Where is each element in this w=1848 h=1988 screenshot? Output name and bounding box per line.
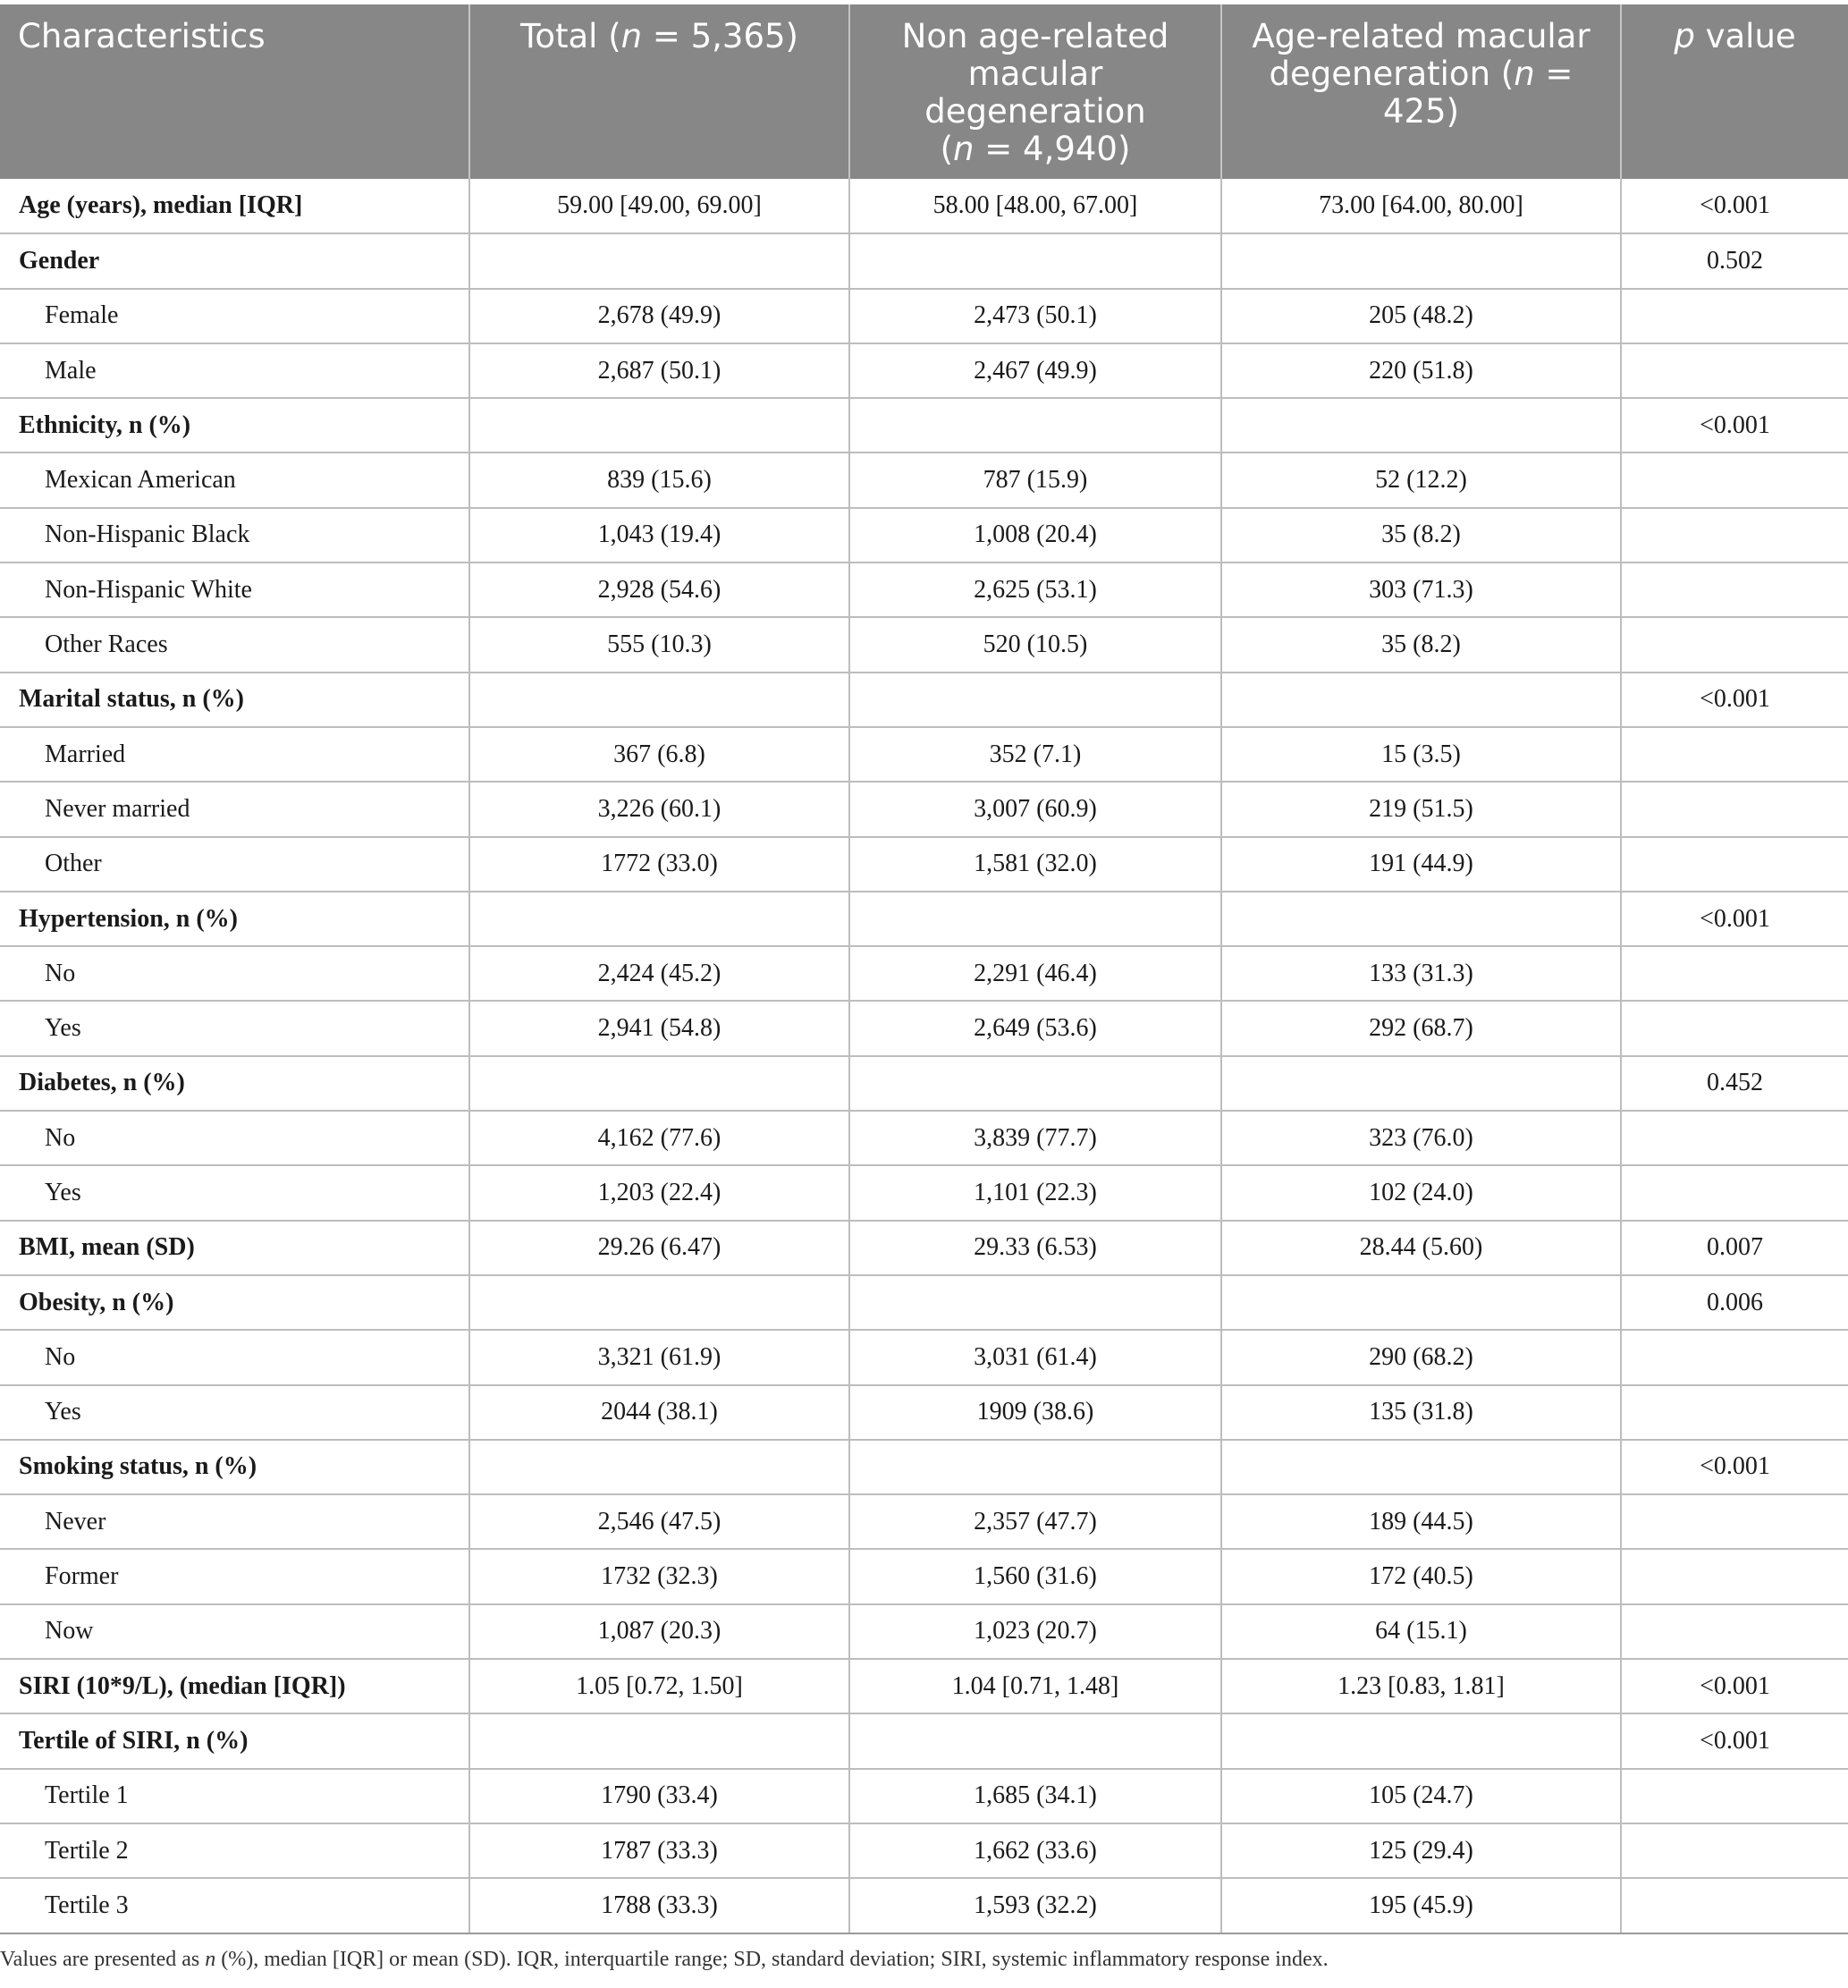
table-row xyxy=(0,453,1848,507)
cell-amd xyxy=(1221,892,1621,946)
row-label: No xyxy=(0,1111,469,1165)
cell-amd: 189 (44.5) xyxy=(1221,1494,1621,1549)
table-row xyxy=(0,727,1848,782)
cell-total: 2,928 (54.6) xyxy=(469,563,849,617)
row-label: Now xyxy=(0,1604,469,1659)
table-row xyxy=(0,837,1848,892)
cell-p xyxy=(1621,1878,1848,1933)
header-p: p xyxy=(1674,17,1695,55)
cell-nonamd: 1,008 (20.4) xyxy=(849,508,1221,563)
table-row xyxy=(0,289,1848,343)
cell-p: 0.007 xyxy=(1621,1221,1848,1275)
cell-amd: 172 (40.5) xyxy=(1221,1549,1621,1603)
cell-total: 2,678 (49.9) xyxy=(469,289,849,343)
table-row xyxy=(0,508,1848,563)
cell-amd: 135 (31.8) xyxy=(1221,1385,1621,1440)
row-label: Non-Hispanic White xyxy=(0,563,469,617)
row-label: Yes xyxy=(0,1001,469,1055)
row-label: Other Races xyxy=(0,617,469,672)
table-row xyxy=(0,1165,1848,1220)
cell-amd: 52 (12.2) xyxy=(1221,453,1621,507)
cell-amd: 191 (44.9) xyxy=(1221,837,1621,892)
cell-p xyxy=(1621,1330,1848,1384)
cell-total: 1732 (32.3) xyxy=(469,1549,849,1603)
cell-total: 2,941 (54.8) xyxy=(469,1001,849,1055)
row-label: Female xyxy=(0,289,469,343)
header-characteristics xyxy=(0,4,469,179)
header-total-count: = 5,365) xyxy=(642,17,798,55)
header-non-amd xyxy=(849,4,1221,179)
cell-nonamd: 2,467 (49.9) xyxy=(849,343,1221,398)
cell-nonamd: 1,023 (20.7) xyxy=(849,1604,1221,1659)
row-label: Obesity, n (%) xyxy=(0,1275,469,1330)
header-non-amd-n: n xyxy=(953,130,975,168)
cell-amd xyxy=(1221,1056,1621,1111)
cell-total: 839 (15.6) xyxy=(469,453,849,507)
cell-total xyxy=(469,673,849,727)
cell-total xyxy=(469,892,849,946)
row-label: Smoking status, n (%) xyxy=(0,1440,469,1494)
cell-nonamd: 1,662 (33.6) xyxy=(849,1823,1221,1878)
table-row xyxy=(0,1001,1848,1055)
cell-total xyxy=(469,398,849,453)
header-amd-text: Age-related macular degeneration ( xyxy=(1252,17,1591,93)
cell-nonamd: 1909 (38.6) xyxy=(849,1385,1221,1440)
cell-amd xyxy=(1221,233,1621,288)
table-row xyxy=(0,1056,1848,1111)
cell-nonamd: 58.00 [48.00, 67.00] xyxy=(849,179,1221,233)
table-container xyxy=(0,4,1848,1934)
cell-total: 3,226 (60.1) xyxy=(469,782,849,836)
row-label: Never married xyxy=(0,782,469,836)
cell-nonamd xyxy=(849,1440,1221,1494)
cell-nonamd: 1,593 (32.2) xyxy=(849,1878,1221,1933)
cell-total xyxy=(469,1056,849,1111)
table-row xyxy=(0,1823,1848,1878)
cell-nonamd xyxy=(849,233,1221,288)
cell-p: 0.006 xyxy=(1621,1275,1848,1330)
cell-nonamd: 2,291 (46.4) xyxy=(849,946,1221,1001)
cell-total: 1.05 [0.72, 1.50] xyxy=(469,1659,849,1713)
cell-p xyxy=(1621,1494,1848,1549)
cell-total: 2,546 (47.5) xyxy=(469,1494,849,1549)
row-label: Other xyxy=(0,837,469,892)
cell-p xyxy=(1621,508,1848,563)
cell-nonamd: 1,581 (32.0) xyxy=(849,837,1221,892)
cell-p: <0.001 xyxy=(1621,892,1848,946)
cell-total: 4,162 (77.6) xyxy=(469,1111,849,1165)
table-row xyxy=(0,1713,1848,1768)
cell-nonamd xyxy=(849,892,1221,946)
cell-p: 0.502 xyxy=(1621,233,1848,288)
cell-p: 0.452 xyxy=(1621,1056,1848,1111)
cell-total: 2,687 (50.1) xyxy=(469,343,849,398)
cell-amd: 35 (8.2) xyxy=(1221,617,1621,672)
cell-amd: 195 (45.9) xyxy=(1221,1878,1621,1933)
table-row xyxy=(0,1659,1848,1713)
table-row xyxy=(0,398,1848,453)
row-label: No xyxy=(0,1330,469,1384)
cell-amd: 15 (3.5) xyxy=(1221,727,1621,782)
header-amd-count: = 425) xyxy=(1382,55,1574,131)
cell-nonamd xyxy=(849,398,1221,453)
header-total-text: Total ( xyxy=(520,17,621,55)
table-row xyxy=(0,1221,1848,1275)
cell-amd: 125 (29.4) xyxy=(1221,1823,1621,1878)
cell-total: 1,043 (19.4) xyxy=(469,508,849,563)
header-total xyxy=(469,4,849,179)
row-label: Hypertension, n (%) xyxy=(0,892,469,946)
cell-nonamd: 1,101 (22.3) xyxy=(849,1165,1221,1220)
table-row xyxy=(0,1111,1848,1165)
row-label: BMI, mean (SD) xyxy=(0,1221,469,1275)
table-row xyxy=(0,892,1848,946)
characteristics-table xyxy=(0,4,1848,1934)
table-row xyxy=(0,673,1848,727)
cell-amd xyxy=(1221,1713,1621,1768)
header-p-value xyxy=(1621,4,1848,179)
table-row xyxy=(0,1549,1848,1603)
row-label: Married xyxy=(0,727,469,782)
cell-nonamd: 2,473 (50.1) xyxy=(849,289,1221,343)
row-label: Non-Hispanic Black xyxy=(0,508,469,563)
cell-total: 2,424 (45.2) xyxy=(469,946,849,1001)
row-label: Mexican American xyxy=(0,453,469,507)
cell-total: 1772 (33.0) xyxy=(469,837,849,892)
row-label: Tertile 2 xyxy=(0,1823,469,1878)
cell-total xyxy=(469,1440,849,1494)
cell-p: <0.001 xyxy=(1621,1713,1848,1768)
footnote-text-rest: (%), median [IQR] or mean (SD). IQR, interquartile range; SD, standard deviation; SIRI, systemic inflammatory response index. xyxy=(215,1948,1329,1971)
cell-nonamd: 1,560 (31.6) xyxy=(849,1549,1221,1603)
cell-amd: 219 (51.5) xyxy=(1221,782,1621,836)
cell-p: <0.001 xyxy=(1621,1440,1848,1494)
cell-nonamd: 2,649 (53.6) xyxy=(849,1001,1221,1055)
header-characteristics-label: Characteristics xyxy=(18,17,266,55)
row-label: No xyxy=(0,946,469,1001)
cell-p: <0.001 xyxy=(1621,1659,1848,1713)
cell-amd: 292 (68.7) xyxy=(1221,1001,1621,1055)
header-non-amd-count: = 4,940) xyxy=(974,130,1131,168)
cell-nonamd: 3,031 (61.4) xyxy=(849,1330,1221,1384)
footnote-n: n xyxy=(205,1948,216,1971)
cell-amd: 28.44 (5.60) xyxy=(1221,1221,1621,1275)
row-label: Tertile 3 xyxy=(0,1878,469,1933)
cell-nonamd xyxy=(849,673,1221,727)
row-label: Ethnicity, n (%) xyxy=(0,398,469,453)
cell-nonamd xyxy=(849,1713,1221,1768)
cell-amd: 105 (24.7) xyxy=(1221,1769,1621,1823)
row-label: SIRI (10*9/L), (median [IQR]) xyxy=(0,1659,469,1713)
header-amd xyxy=(1221,4,1621,179)
cell-total: 1,203 (22.4) xyxy=(469,1165,849,1220)
cell-total: 3,321 (61.9) xyxy=(469,1330,849,1384)
header-amd-n: n xyxy=(1514,55,1535,93)
table-row xyxy=(0,233,1848,288)
cell-p xyxy=(1621,1001,1848,1055)
table-header xyxy=(0,4,1848,179)
cell-total: 1790 (33.4) xyxy=(469,1769,849,1823)
cell-p xyxy=(1621,946,1848,1001)
cell-amd: 64 (15.1) xyxy=(1221,1604,1621,1659)
cell-amd xyxy=(1221,1440,1621,1494)
cell-nonamd: 2,357 (47.7) xyxy=(849,1494,1221,1549)
cell-p xyxy=(1621,837,1848,892)
cell-nonamd: 1,685 (34.1) xyxy=(849,1769,1221,1823)
cell-amd: 220 (51.8) xyxy=(1221,343,1621,398)
cell-total xyxy=(469,1713,849,1768)
cell-nonamd: 787 (15.9) xyxy=(849,453,1221,507)
table-row xyxy=(0,1494,1848,1549)
cell-p xyxy=(1621,289,1848,343)
table-row xyxy=(0,1769,1848,1823)
cell-p: <0.001 xyxy=(1621,179,1848,233)
cell-nonamd: 29.33 (6.53) xyxy=(849,1221,1221,1275)
table-row xyxy=(0,1275,1848,1330)
table-row xyxy=(0,1878,1848,1933)
cell-total: 1,087 (20.3) xyxy=(469,1604,849,1659)
cell-amd xyxy=(1221,1275,1621,1330)
table-row xyxy=(0,1440,1848,1494)
cell-nonamd xyxy=(849,1056,1221,1111)
cell-p xyxy=(1621,1385,1848,1440)
row-label: Yes xyxy=(0,1165,469,1220)
cell-total: 367 (6.8) xyxy=(469,727,849,782)
cell-total: 555 (10.3) xyxy=(469,617,849,672)
row-label: Never xyxy=(0,1494,469,1549)
header-non-amd-open: ( xyxy=(940,130,954,168)
cell-amd: 35 (8.2) xyxy=(1221,508,1621,563)
cell-nonamd: 3,007 (60.9) xyxy=(849,782,1221,836)
cell-total: 1787 (33.3) xyxy=(469,1823,849,1878)
cell-total xyxy=(469,1275,849,1330)
cell-p xyxy=(1621,1823,1848,1878)
cell-total: 59.00 [49.00, 69.00] xyxy=(469,179,849,233)
table-row xyxy=(0,563,1848,617)
cell-p xyxy=(1621,1769,1848,1823)
table-row xyxy=(0,1385,1848,1440)
cell-p xyxy=(1621,1549,1848,1603)
table-row xyxy=(0,1604,1848,1659)
table-footnote xyxy=(0,1948,1848,1972)
cell-amd: 290 (68.2) xyxy=(1221,1330,1621,1384)
cell-total xyxy=(469,233,849,288)
cell-p xyxy=(1621,1111,1848,1165)
cell-p xyxy=(1621,563,1848,617)
table-row xyxy=(0,617,1848,672)
table-row xyxy=(0,946,1848,1001)
cell-amd xyxy=(1221,398,1621,453)
header-p-suffix: value xyxy=(1694,17,1796,55)
cell-nonamd: 352 (7.1) xyxy=(849,727,1221,782)
cell-nonamd: 2,625 (53.1) xyxy=(849,563,1221,617)
cell-p xyxy=(1621,1165,1848,1220)
cell-nonamd xyxy=(849,1275,1221,1330)
table-row xyxy=(0,1330,1848,1384)
cell-p xyxy=(1621,1604,1848,1659)
cell-total: 2044 (38.1) xyxy=(469,1385,849,1440)
cell-amd: 1.23 [0.83, 1.81] xyxy=(1221,1659,1621,1713)
cell-nonamd: 1.04 [0.71, 1.48] xyxy=(849,1659,1221,1713)
header-total-n: n xyxy=(620,17,643,55)
footnote-text: Values are presented as xyxy=(0,1948,206,1971)
row-label: Age (years), median [IQR] xyxy=(0,179,469,233)
header-row xyxy=(0,4,1848,179)
row-label: Tertile 1 xyxy=(0,1769,469,1823)
cell-p xyxy=(1621,453,1848,507)
row-label: Gender xyxy=(0,233,469,288)
cell-amd: 102 (24.0) xyxy=(1221,1165,1621,1220)
row-label: Tertile of SIRI, n (%) xyxy=(0,1713,469,1768)
row-label: Yes xyxy=(0,1385,469,1440)
cell-total: 29.26 (6.47) xyxy=(469,1221,849,1275)
row-label: Marital status, n (%) xyxy=(0,673,469,727)
cell-p: <0.001 xyxy=(1621,398,1848,453)
cell-p xyxy=(1621,343,1848,398)
table-row xyxy=(0,179,1848,233)
table-body xyxy=(0,179,1848,1933)
row-label: Diabetes, n (%) xyxy=(0,1056,469,1111)
cell-amd: 73.00 [64.00, 80.00] xyxy=(1221,179,1621,233)
table-row xyxy=(0,782,1848,836)
cell-p: <0.001 xyxy=(1621,673,1848,727)
table-row xyxy=(0,343,1848,398)
cell-amd: 323 (76.0) xyxy=(1221,1111,1621,1165)
row-label: Male xyxy=(0,343,469,398)
cell-amd xyxy=(1221,673,1621,727)
cell-nonamd: 3,839 (77.7) xyxy=(849,1111,1221,1165)
cell-p xyxy=(1621,617,1848,672)
cell-p xyxy=(1621,782,1848,836)
row-label: Former xyxy=(0,1549,469,1603)
header-non-amd-text: Non age-related macular degeneration xyxy=(901,17,1169,131)
cell-amd: 303 (71.3) xyxy=(1221,563,1621,617)
cell-total: 1788 (33.3) xyxy=(469,1878,849,1933)
cell-amd: 205 (48.2) xyxy=(1221,289,1621,343)
cell-p xyxy=(1621,727,1848,782)
cell-amd: 133 (31.3) xyxy=(1221,946,1621,1001)
cell-nonamd: 520 (10.5) xyxy=(849,617,1221,672)
